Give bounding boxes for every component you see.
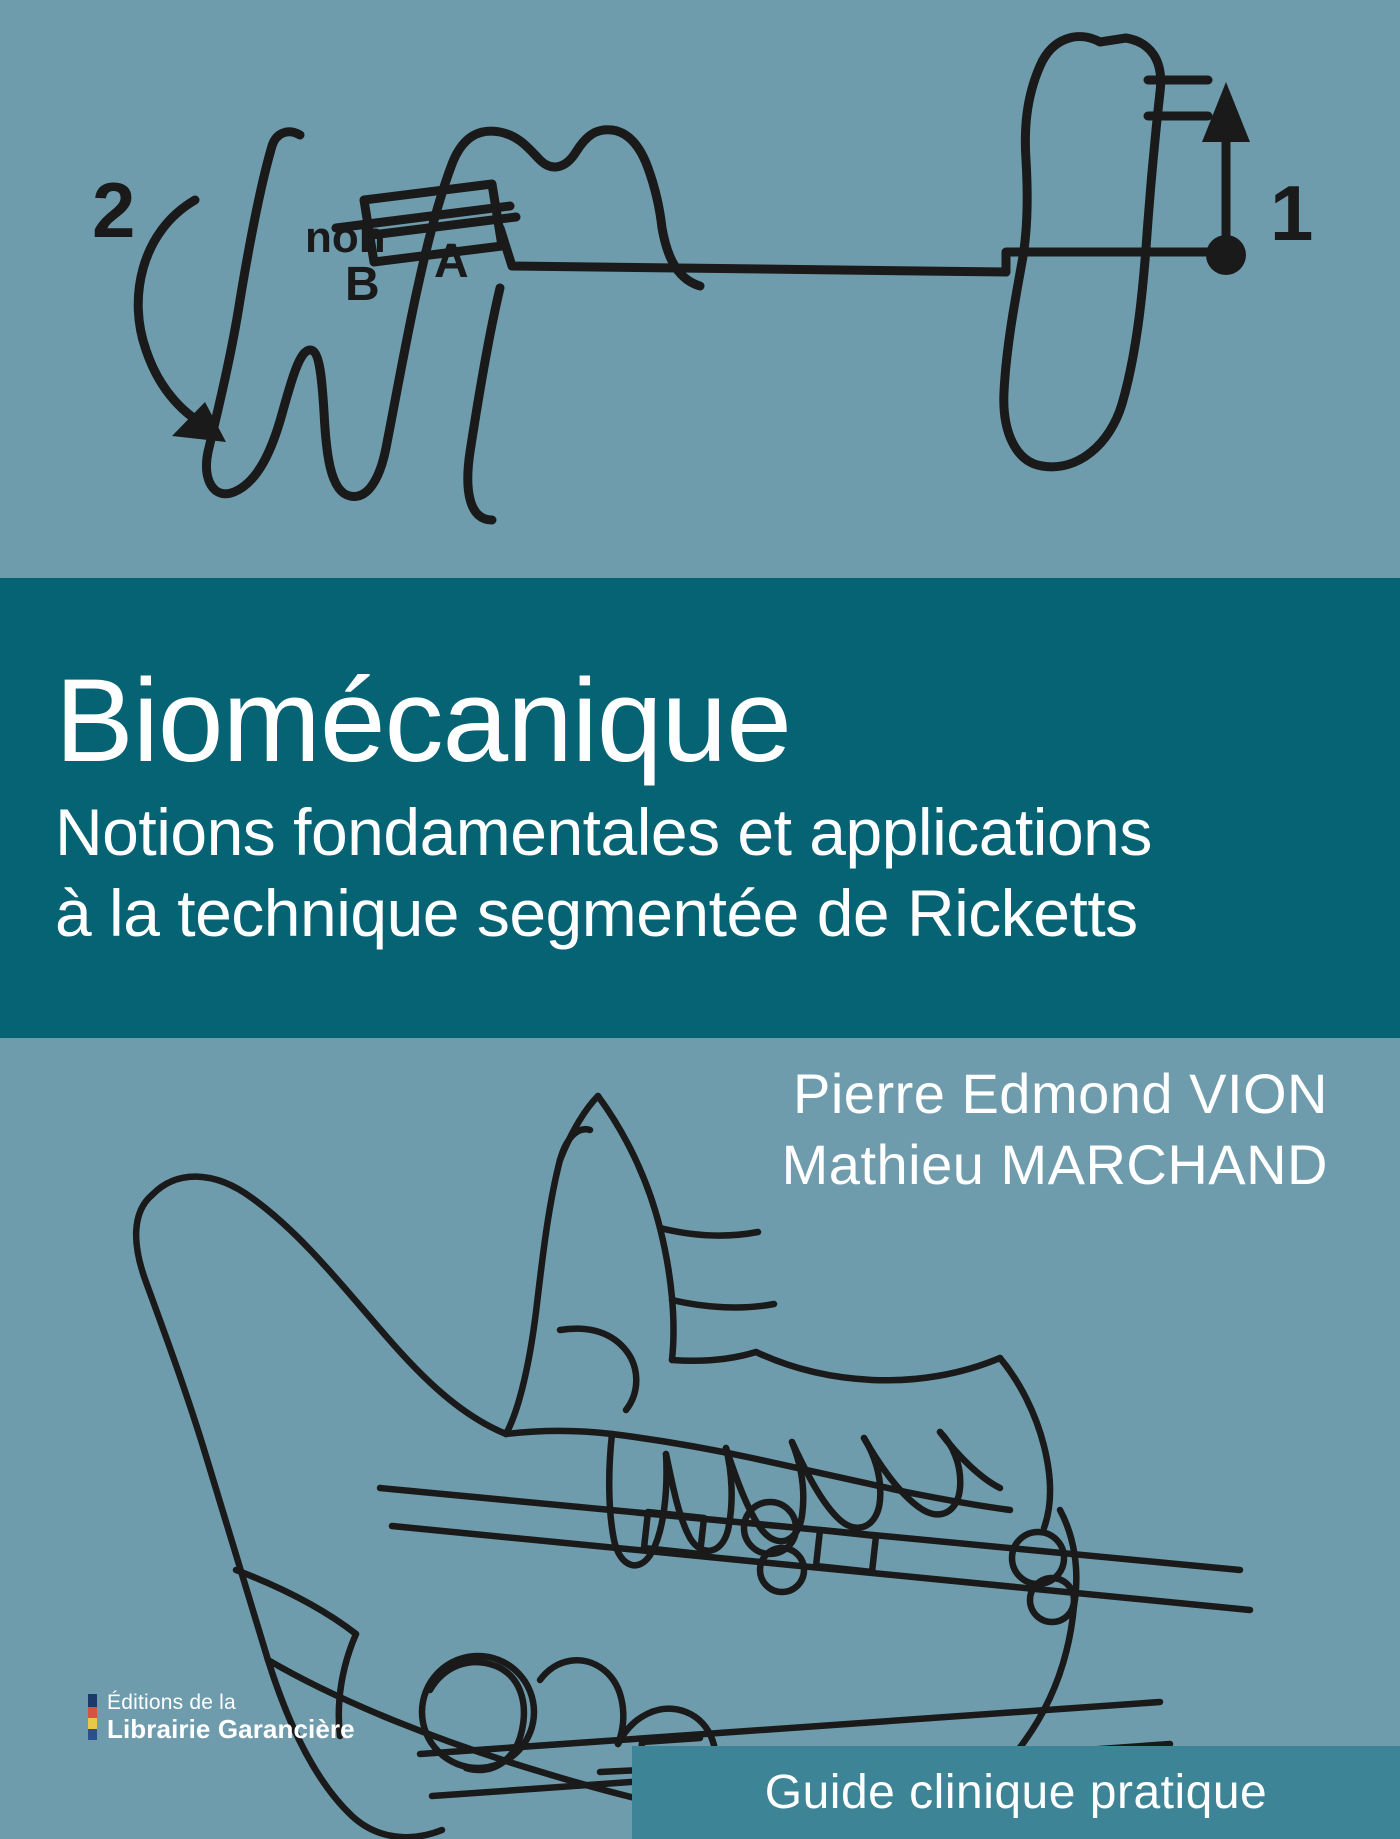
subtitle-line-1: Notions fondamentales et applications <box>55 795 1152 870</box>
diagram-label-non: non <box>305 213 386 262</box>
author-name-2: Mathieu MARCHAND <box>781 1133 1328 1197</box>
diagram-label-rotation-2: 2 <box>92 166 136 254</box>
publisher-text <box>107 1692 355 1742</box>
publisher-line-1: Éditions de la <box>107 1691 236 1714</box>
diagram-label-point-a: A <box>434 235 469 288</box>
diagram-label-force-1: 1 <box>1270 169 1314 257</box>
author-name-1: Pierre Edmond VION <box>793 1062 1328 1125</box>
diagram-label-point-b: B <box>345 258 380 311</box>
footer-tagline: Guide clinique pratique <box>764 1766 1268 1819</box>
publisher-line-2: Librairie Garancière <box>107 1714 355 1744</box>
publisher-mark-icon <box>88 1694 97 1740</box>
authors-block <box>782 1058 1328 1200</box>
footer-band <box>632 1746 1400 1839</box>
title-block <box>0 578 1400 1038</box>
page-title: Biomécanique <box>55 655 791 788</box>
subtitle-line-2: à la technique segmentée de Ricketts <box>55 876 1138 950</box>
publisher-logo <box>88 1692 355 1742</box>
top-illustration-band <box>0 0 1400 578</box>
